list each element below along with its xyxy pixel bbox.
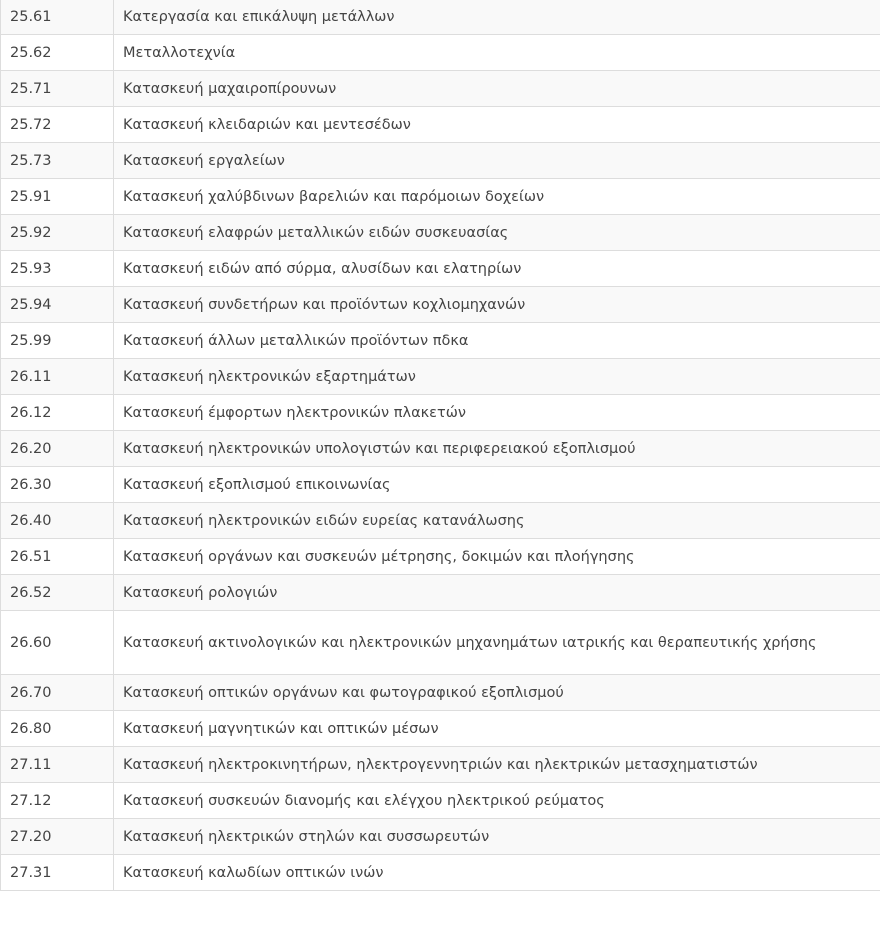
code-cell: 25.99 [1,323,114,359]
table-row [1,251,880,287]
code-cell: 25.92 [1,215,114,251]
description-cell: Κατασκευή χαλύβδινων βαρελιών και παρόμοιων δοχείων [114,179,880,215]
table-row [1,143,880,179]
code-cell: 25.73 [1,143,114,179]
description-cell: Κατασκευή καλωδίων οπτικών ινών [114,855,880,891]
code-cell: 26.30 [1,467,114,503]
description-cell: Κατασκευή ηλεκτροκινητήρων, ηλεκτρογεννητριών και ηλεκτρικών μετασχηματιστών [114,747,880,783]
code-cell: 27.20 [1,819,114,855]
table-row [1,503,880,539]
code-cell: 27.11 [1,747,114,783]
description-cell: Κατασκευή οργάνων και συσκευών μέτρησης, δοκιμών και πλοήγησης [114,539,880,575]
code-cell: 25.94 [1,287,114,323]
table-row [1,675,880,711]
description-cell: Μεταλλοτεχνία [114,35,880,71]
description-cell: Κατασκευή συσκευών διανομής και ελέγχου ηλεκτρικού ρεύματος [114,783,880,819]
code-cell: 26.40 [1,503,114,539]
description-cell: Κατασκευή μαχαιροπίρουνων [114,71,880,107]
description-cell: Κατεργασία και επικάλυψη μετάλλων [114,0,880,35]
table-row [1,107,880,143]
table-row [1,179,880,215]
code-cell: 25.71 [1,71,114,107]
code-cell: 26.52 [1,575,114,611]
code-cell: 26.60 [1,611,114,675]
table-row [1,819,880,855]
table-row [1,575,880,611]
description-cell: Κατασκευή κλειδαριών και μεντεσέδων [114,107,880,143]
description-cell: Κατασκευή ελαφρών μεταλλικών ειδών συσκευασίας [114,215,880,251]
description-cell: Κατασκευή ρολογιών [114,575,880,611]
code-cell: 26.20 [1,431,114,467]
table-row [1,747,880,783]
table-row [1,359,880,395]
table-row [1,855,880,891]
table-row [1,0,880,35]
table-row [1,711,880,747]
description-cell: Κατασκευή ειδών από σύρμα, αλυσίδων και ελατηρίων [114,251,880,287]
code-cell: 26.70 [1,675,114,711]
code-cell: 25.72 [1,107,114,143]
table-row [1,215,880,251]
description-cell: Κατασκευή συνδετήρων και προϊόντων κοχλιομηχανών [114,287,880,323]
description-cell: Κατασκευή ηλεκτρονικών υπολογιστών και περιφερειακού εξοπλισμού [114,431,880,467]
description-cell: Κατασκευή ηλεκτρονικών εξαρτημάτων [114,359,880,395]
description-cell: Κατασκευή ηλεκτρικών στηλών και συσσωρευτών [114,819,880,855]
code-cell: 25.93 [1,251,114,287]
description-cell: Κατασκευή εργαλείων [114,143,880,179]
table-row [1,71,880,107]
table-row [1,611,880,675]
description-cell: Κατασκευή έμφορτων ηλεκτρονικών πλακετών [114,395,880,431]
code-cell: 26.11 [1,359,114,395]
description-cell: Κατασκευή ηλεκτρονικών ειδών ευρείας κατανάλωσης [114,503,880,539]
table-row [1,539,880,575]
code-cell: 25.62 [1,35,114,71]
description-cell: Κατασκευή οπτικών οργάνων και φωτογραφικού εξοπλισμού [114,675,880,711]
description-cell: Κατασκευή άλλων μεταλλικών προϊόντων πδκα [114,323,880,359]
code-cell: 26.51 [1,539,114,575]
table-row [1,35,880,71]
description-cell: Κατασκευή μαγνητικών και οπτικών μέσων [114,711,880,747]
table-row [1,287,880,323]
table-row [1,783,880,819]
code-cell: 25.61 [1,0,114,35]
table-row [1,323,880,359]
description-cell: Κατασκευή ακτινολογικών και ηλεκτρονικών μηχανημάτων ιατρικής και θεραπευτικής χρήσης [114,611,880,675]
description-cell: Κατασκευή εξοπλισμού επικοινωνίας [114,467,880,503]
code-cell: 26.80 [1,711,114,747]
table-row [1,467,880,503]
code-cell: 27.12 [1,783,114,819]
table-row [1,395,880,431]
code-cell: 25.91 [1,179,114,215]
table-row [1,431,880,467]
code-cell: 27.31 [1,855,114,891]
code-cell: 26.12 [1,395,114,431]
